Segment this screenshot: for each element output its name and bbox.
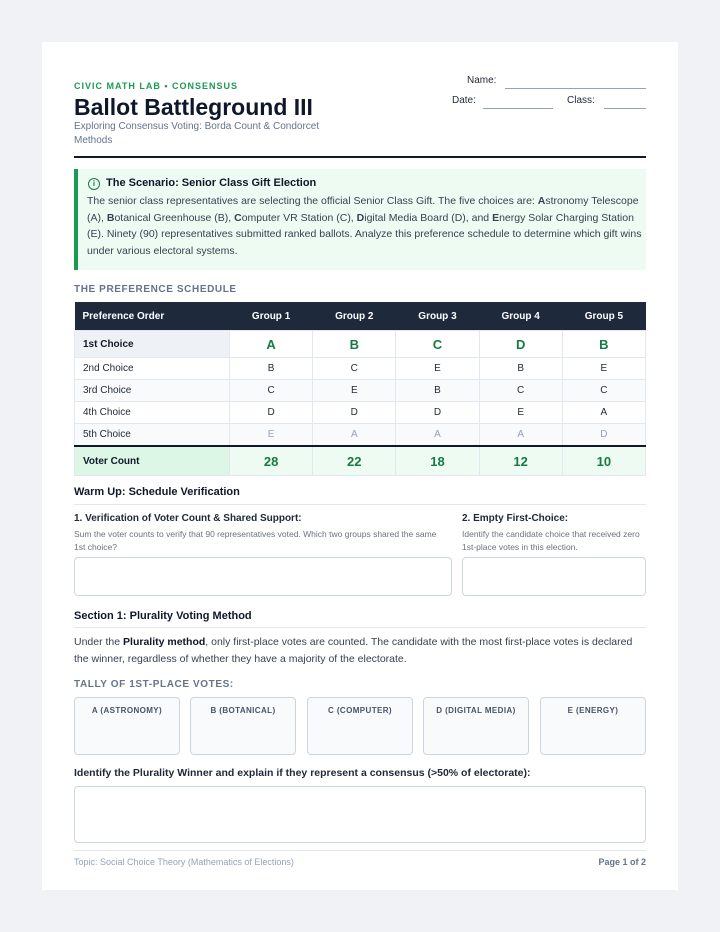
q2-title: 2. Empty First-Choice: <box>462 513 569 524</box>
table-cell: C <box>396 331 479 358</box>
table-row <box>75 380 646 402</box>
table-cell: A <box>562 402 645 424</box>
row-label: 5th Choice <box>75 424 230 447</box>
tally-box-d[interactable] <box>423 697 529 755</box>
row-label: 3rd Choice <box>75 380 230 402</box>
table-cell: B <box>230 358 313 380</box>
plurality-description: Under the Plurality method, only first-place votes are counted. The candidate with the most first-place votes is declared the winner, regardless of whether they have a majority of the electorate. <box>74 636 633 665</box>
section-divider <box>74 627 646 628</box>
date-field[interactable] <box>483 108 553 109</box>
table-cell: A <box>396 424 479 447</box>
tally-box-c[interactable] <box>307 697 413 755</box>
info-icon: i <box>88 178 100 190</box>
class-field[interactable] <box>604 108 646 109</box>
tally-box-label: C (COMPUTER) <box>328 706 392 715</box>
page-number: Page 1 of 2 <box>598 857 646 867</box>
table-cell: C <box>479 380 562 402</box>
date-label: Date: <box>452 95 476 106</box>
table-cell: D <box>396 402 479 424</box>
table-cell: E <box>230 424 313 447</box>
table-cell: D <box>562 424 645 447</box>
voter-count-cell: 18 <box>396 446 479 476</box>
winner-answer-box[interactable] <box>74 786 646 843</box>
name-label: Name: <box>467 75 497 86</box>
winner-prompt: Identify the Plurality Winner and explain if they represent a consensus (>50% of electorate): <box>74 767 531 779</box>
section1-heading: Section 1: Plurality Voting Method <box>74 610 252 622</box>
column-header: Group 2 <box>313 302 396 331</box>
table-row <box>75 424 646 447</box>
class-label: Class: <box>567 95 595 106</box>
table-cell: E <box>562 358 645 380</box>
voter-count-cell: 10 <box>562 446 645 476</box>
table-cell: C <box>230 380 313 402</box>
q1-answer-box[interactable] <box>74 557 452 596</box>
table-cell: A <box>479 424 562 447</box>
tally-label: TALLY OF 1ST-PLACE VOTES: <box>74 679 234 690</box>
voter-count-row <box>75 446 646 476</box>
page-title: Ballot Battleground III <box>74 94 313 120</box>
table-cell: D <box>479 331 562 358</box>
q2-answer-box[interactable] <box>462 557 646 596</box>
name-field[interactable] <box>505 88 646 89</box>
table-cell: E <box>313 380 396 402</box>
table-cell: B <box>313 331 396 358</box>
scenario-callout <box>74 169 646 270</box>
scenario-text: The senior class representatives are selecting the official Senior Class Gift. The five choices are: Astronomy Telescope (A), Botanical Greenhouse (B), Computer VR Station (C), Digital Media Board (D), and Energy Solar Charging Station (E). Ninety (90) representatives submitted ranked ballots. Analyze this preference schedule to determine which gift wins under various electoral systems. <box>87 195 642 257</box>
column-header: Group 5 <box>562 302 645 331</box>
row-label: 2nd Choice <box>75 358 230 380</box>
q1-title: 1. Verification of Voter Count & Shared Support: <box>74 513 302 524</box>
q2-instructions: Identify the candidate choice that received zero 1st-place votes in this election. <box>462 529 640 552</box>
table-cell: C <box>313 358 396 380</box>
row-label: Voter Count <box>75 446 230 476</box>
scenario-title: The Scenario: Senior Class Gift Election <box>106 177 317 189</box>
schedule-label: THE PREFERENCE SCHEDULE <box>74 284 237 295</box>
worksheet-page <box>42 42 678 890</box>
q1-instructions: Sum the voter counts to verify that 90 representatives voted. Which two groups shared the same 1st choice? <box>74 529 437 552</box>
header-divider <box>74 156 646 158</box>
footer-divider <box>74 850 646 851</box>
table-cell: C <box>562 380 645 402</box>
table-row <box>75 358 646 380</box>
tally-box-label: A (ASTRONOMY) <box>91 706 163 715</box>
page-subtitle: Exploring Consensus Voting: Borda Count & Condorcet Methods <box>74 121 320 146</box>
table-row <box>75 331 646 358</box>
table-cell: E <box>396 358 479 380</box>
column-header: Group 3 <box>396 302 479 331</box>
table-cell: D <box>230 402 313 424</box>
warmup-heading: Warm Up: Schedule Verification <box>74 486 240 498</box>
column-header: Group 4 <box>479 302 562 331</box>
tally-box-b[interactable] <box>190 697 296 755</box>
column-header: Group 1 <box>230 302 313 331</box>
voter-count-cell: 22 <box>313 446 396 476</box>
tally-box-a[interactable] <box>74 697 180 755</box>
row-label: 1st Choice <box>75 331 230 358</box>
column-header: Preference Order <box>75 302 230 331</box>
row-label: 4th Choice <box>75 402 230 424</box>
table-cell: B <box>396 380 479 402</box>
kicker: CIVIC MATH LAB • CONSENSUS <box>74 81 238 91</box>
tally-box-label: E (ENERGY) <box>567 706 619 715</box>
table-row <box>75 402 646 424</box>
preference-schedule-table <box>74 302 646 476</box>
table-cell: B <box>479 358 562 380</box>
footer-topic: Topic: Social Choice Theory (Mathematics of Elections) <box>74 857 294 867</box>
table-cell: B <box>562 331 645 358</box>
voter-count-cell: 12 <box>479 446 562 476</box>
table-cell: A <box>313 424 396 447</box>
table-header-row <box>75 302 646 331</box>
table-cell: D <box>313 402 396 424</box>
tally-box-e[interactable] <box>540 697 646 755</box>
section-divider <box>74 504 646 505</box>
tally-box-label: D (DIGITAL MEDIA) <box>436 706 516 715</box>
table-cell: E <box>479 402 562 424</box>
tally-box-label: B (BOTANICAL) <box>210 706 276 715</box>
voter-count-cell: 28 <box>230 446 313 476</box>
table-cell: A <box>230 331 313 358</box>
